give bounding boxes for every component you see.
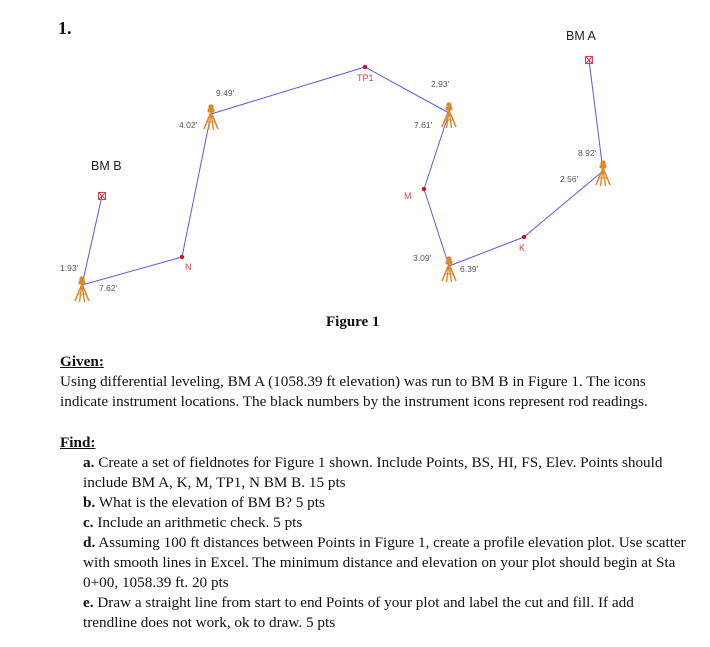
point-tp1-label: TP1 [357, 73, 374, 83]
instrument-4-tripod-icon [442, 257, 456, 282]
given-heading: Given: [60, 353, 104, 370]
find-item-letter: e. [83, 594, 94, 611]
rod-reading-tp1-fs: 9.49' [216, 88, 235, 98]
rod-reading-n-fs: 7.62' [99, 283, 118, 293]
bm-a-label: BM A [566, 29, 596, 43]
instrument-1-tripod-icon [75, 277, 89, 302]
rod-reading-n-bs: 4.02' [179, 120, 198, 130]
rod-reading-k-fs: 6.39' [460, 264, 479, 274]
find-heading: Find: [60, 434, 96, 451]
point-k-dot [522, 235, 526, 239]
sight-line-i1-n [82, 257, 182, 285]
find-item-b [83, 493, 690, 513]
find-section [60, 433, 690, 633]
sight-line-n-i2 [182, 114, 211, 257]
bm-b-label: BM B [91, 159, 122, 173]
find-item-a [83, 453, 690, 493]
bm-b-marker-icon [99, 193, 106, 200]
rod-reading-m-fs: 7.61' [414, 120, 433, 130]
rod-reading-bm-a-fs: 8.92' [578, 148, 597, 158]
point-k-label: K [519, 243, 526, 253]
point-m-label: M [404, 191, 412, 201]
instrument-5-tripod-icon [596, 161, 610, 186]
rod-reading-k-bs: 2.56' [560, 174, 579, 184]
find-item-text: Assuming 100 ft distances between Points in Figure 1, create a profile elevation plot. Use scatter with smooth lines in Excel. The minimum distance and elevation on your plot should begin at Sta 0+00, 1058.39 ft. 20 pts [83, 534, 686, 591]
point-n-label: N [185, 262, 192, 272]
rod-reading-tp1-bs: 2.93' [431, 79, 450, 89]
point-tp1-dot [363, 65, 367, 69]
rod-reading-m-bs: 3.09' [413, 253, 432, 263]
problem-number: 1. [58, 18, 72, 38]
given-section [60, 352, 690, 412]
find-item-letter: b. [83, 494, 96, 511]
given-text: Using differential leveling, BM A (1058.39 ft elevation) was run to BM B in Figure 1. The icons indicate instrument locations. The black numbers by the instrument icons represent rod readings. [60, 373, 648, 410]
point-n-dot [180, 255, 184, 259]
instrument-3-tripod-icon [442, 103, 456, 128]
find-item-text: Draw a straight line from start to end Points of your plot and label the cut and fill. If add trendline does not work, ok to draw. 5 pts [83, 594, 634, 631]
find-item-letter: d. [83, 534, 96, 551]
sight-line-i4-k [449, 237, 524, 266]
find-item-text: Create a set of fieldnotes for Figure 1 shown. Include Points, BS, HI, FS, Elev. Points should include BM A, K, M, TP1, N BM B. 15 pts [83, 454, 663, 491]
sight-line-bmb-i1 [82, 196, 102, 285]
sight-line-tp1-i3 [365, 67, 449, 113]
find-item-e [83, 593, 690, 633]
point-m-dot [422, 187, 426, 191]
instrument-2-tripod-icon [204, 105, 218, 130]
find-item-c [83, 513, 690, 533]
figure-caption: Figure 1 [326, 314, 380, 330]
find-item-text: Include an arithmetic check. 5 pts [97, 514, 303, 531]
find-item-letter: a. [83, 454, 95, 471]
find-item-text: What is the elevation of BM B? 5 pts [98, 494, 325, 511]
find-item-d [83, 533, 690, 593]
find-list [60, 453, 690, 633]
rod-reading-bm-b-bs: 1.93' [60, 263, 79, 273]
find-item-letter: c. [83, 514, 94, 531]
